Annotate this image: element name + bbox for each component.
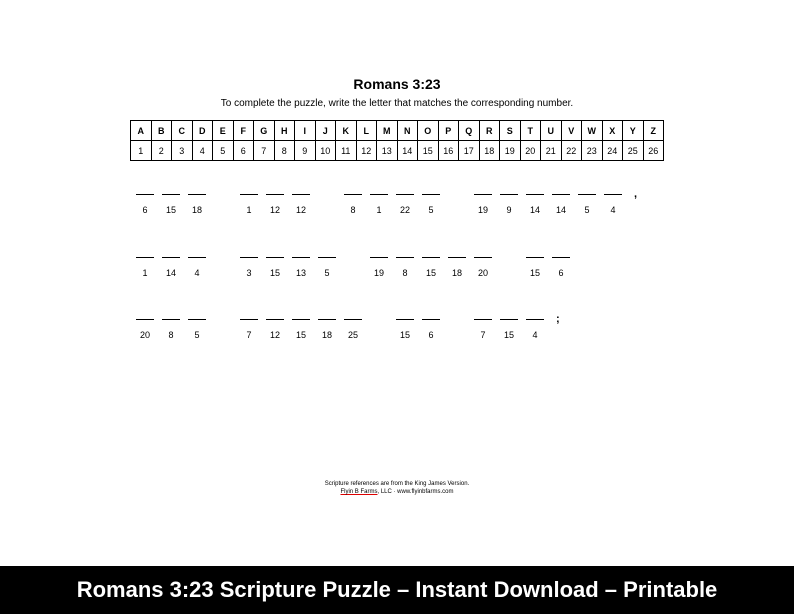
clue-number: 19 [477, 205, 488, 215]
cipher-letter: S [500, 121, 521, 141]
answer-blank[interactable] [292, 257, 310, 258]
clue-number: 4 [610, 205, 616, 215]
cipher-letter: H [274, 121, 295, 141]
clue-number: 3 [246, 268, 252, 278]
answer-blank[interactable] [136, 257, 154, 258]
cipher-number: 14 [397, 141, 418, 161]
cipher-number: 22 [561, 141, 582, 161]
punctuation-mark: , [634, 188, 638, 200]
cipher-letter: O [418, 121, 439, 141]
cipher-letter: G [254, 121, 275, 141]
letter-slot[interactable] [136, 311, 154, 340]
letter-slot[interactable] [396, 311, 414, 340]
letter-slot[interactable] [552, 249, 570, 278]
letter-slot[interactable] [344, 311, 362, 340]
letter-slot[interactable] [500, 186, 518, 215]
letter-slot[interactable] [318, 249, 336, 278]
letter-slot[interactable] [422, 249, 440, 278]
clue-number: 15 [165, 205, 176, 215]
clue-number: 15 [503, 330, 514, 340]
clue-number: 13 [295, 268, 306, 278]
clue-number: 5 [428, 205, 434, 215]
answer-blank[interactable] [526, 194, 544, 195]
clue-number: 18 [191, 205, 202, 215]
footer-credit: Scripture references are from the King James Version. [324, 481, 470, 487]
cipher-number: 11 [336, 141, 357, 161]
letter-slot[interactable] [266, 249, 284, 278]
cipher-number: 3 [172, 141, 193, 161]
cipher-number: 19 [500, 141, 521, 161]
letter-slot[interactable] [474, 311, 492, 340]
clue-number: 19 [373, 268, 384, 278]
cipher-letter: I [295, 121, 316, 141]
cipher-letter: D [192, 121, 213, 141]
cipher-number: 12 [356, 141, 377, 161]
answer-blank[interactable] [318, 257, 336, 258]
clue-number: 22 [399, 205, 410, 215]
answer-blank[interactable] [396, 257, 414, 258]
answer-blank[interactable] [344, 319, 362, 320]
letter-slot[interactable] [370, 249, 388, 278]
letter-slot[interactable] [604, 186, 622, 215]
cipher-letter: L [356, 121, 377, 141]
letter-slot[interactable] [240, 249, 258, 278]
clue-number: 15 [529, 268, 540, 278]
footer-publisher [0, 489, 794, 495]
letter-slot[interactable] [396, 249, 414, 278]
answer-blank[interactable] [370, 257, 388, 258]
clue-number: 14 [555, 205, 566, 215]
answer-blank[interactable] [422, 257, 440, 258]
cipher-letter: A [131, 121, 152, 141]
letter-slot[interactable] [162, 186, 180, 215]
answer-blank[interactable] [240, 319, 258, 320]
letter-slot[interactable] [344, 186, 362, 215]
promo-banner: Romans 3:23 Scripture Puzzle – Instant Download – Printable [0, 566, 794, 614]
clue-number: 4 [532, 330, 538, 340]
answer-blank[interactable] [552, 194, 570, 195]
answer-blank[interactable] [266, 319, 284, 320]
answer-blank[interactable] [422, 194, 440, 195]
cipher-number: 5 [213, 141, 234, 161]
letter-slot[interactable] [526, 186, 544, 215]
answer-blank[interactable] [162, 257, 180, 258]
answer-blank[interactable] [422, 319, 440, 320]
clue-number: 15 [399, 330, 410, 340]
clue-number: 7 [480, 330, 486, 340]
answer-blank[interactable] [370, 194, 388, 195]
letter-slot[interactable] [526, 311, 544, 340]
clue-number: 1 [246, 205, 252, 215]
clue-number: 8 [402, 268, 408, 278]
clue-number: 25 [347, 330, 358, 340]
answer-blank[interactable] [578, 194, 596, 195]
clue-number: 6 [142, 205, 148, 215]
letter-slot[interactable] [292, 311, 310, 340]
clue-number: 14 [165, 268, 176, 278]
answer-blank[interactable] [318, 319, 336, 320]
answer-blank[interactable] [188, 257, 206, 258]
cipher-letter: W [582, 121, 603, 141]
clue-number: 12 [269, 205, 280, 215]
cipher-letter: P [438, 121, 459, 141]
answer-blank[interactable] [292, 194, 310, 195]
answer-blank[interactable] [240, 257, 258, 258]
clue-number: 15 [295, 330, 306, 340]
clue-number: 6 [558, 268, 564, 278]
letter-slot[interactable] [162, 249, 180, 278]
answer-blank[interactable] [266, 257, 284, 258]
letter-slot[interactable] [318, 311, 336, 340]
answer-blank[interactable] [292, 319, 310, 320]
cipher-number: 7 [254, 141, 275, 161]
answer-blank[interactable] [526, 257, 544, 258]
clue-number: 1 [142, 268, 148, 278]
punctuation-mark: ; [556, 313, 560, 325]
cipher-number: 6 [233, 141, 254, 161]
cipher-letter: B [151, 121, 172, 141]
answer-blank[interactable] [396, 319, 414, 320]
cipher-number: 24 [602, 141, 623, 161]
cipher-letters-row [131, 121, 664, 141]
cipher-number: 10 [315, 141, 336, 161]
cipher-letter: N [397, 121, 418, 141]
letter-slot[interactable] [422, 186, 440, 215]
answer-blank[interactable] [266, 194, 284, 195]
cipher-number: 18 [479, 141, 500, 161]
cipher-letter: T [520, 121, 541, 141]
cipher-key-table [130, 120, 664, 161]
cipher-number: 20 [520, 141, 541, 161]
answer-blank[interactable] [344, 194, 362, 195]
cipher-number: 2 [151, 141, 172, 161]
answer-blank[interactable] [188, 194, 206, 195]
cipher-letter: R [479, 121, 500, 141]
answer-blank[interactable] [162, 194, 180, 195]
cipher-letter: C [172, 121, 193, 141]
cipher-letter: J [315, 121, 336, 141]
clue-number: 8 [168, 330, 174, 340]
cipher-number: 8 [274, 141, 295, 161]
letter-slot[interactable] [552, 186, 570, 215]
letter-slot[interactable] [240, 311, 258, 340]
letter-slot[interactable] [188, 249, 206, 278]
answer-blank[interactable] [474, 319, 492, 320]
answer-blank[interactable] [500, 319, 518, 320]
clue-number: 1 [376, 205, 382, 215]
clue-number: 14 [529, 205, 540, 215]
clue-number: 20 [139, 330, 150, 340]
answer-blank[interactable] [162, 319, 180, 320]
clue-number: 8 [350, 205, 356, 215]
cipher-letter: X [602, 121, 623, 141]
cipher-number: 9 [295, 141, 316, 161]
cipher-letter: Q [459, 121, 480, 141]
clue-number: 5 [194, 330, 200, 340]
clue-number: 5 [324, 268, 330, 278]
clue-number: 12 [269, 330, 280, 340]
letter-slot[interactable] [240, 186, 258, 215]
publisher-name: Flyin B Farms [340, 489, 378, 495]
letter-slot[interactable] [188, 311, 206, 340]
letter-slot[interactable] [526, 249, 544, 278]
letter-slot[interactable] [422, 311, 440, 340]
answer-blank[interactable] [500, 194, 518, 195]
clue-number: 9 [506, 205, 512, 215]
cipher-letter: V [561, 121, 582, 141]
answer-blank[interactable] [474, 194, 492, 195]
cipher-number: 13 [377, 141, 398, 161]
letter-slot[interactable] [292, 186, 310, 215]
letter-slot[interactable] [162, 311, 180, 340]
cipher-letter: M [377, 121, 398, 141]
cipher-number: 15 [418, 141, 439, 161]
cipher-letter: Y [623, 121, 644, 141]
clue-number: 5 [584, 205, 590, 215]
clue-number: 4 [194, 268, 200, 278]
clue-number: 15 [269, 268, 280, 278]
answer-blank[interactable] [448, 257, 466, 258]
answer-blank[interactable] [136, 194, 154, 195]
answer-blank[interactable] [188, 319, 206, 320]
cipher-number: 16 [438, 141, 459, 161]
cipher-letter: Z [643, 121, 664, 141]
answer-blank[interactable] [474, 257, 492, 258]
letter-slot[interactable] [266, 311, 284, 340]
letter-slot[interactable] [370, 186, 388, 215]
letter-slot[interactable] [292, 249, 310, 278]
cipher-number: 1 [131, 141, 152, 161]
cipher-number: 17 [459, 141, 480, 161]
cipher-numbers-row [131, 141, 664, 161]
instructions: To complete the puzzle, write the letter that matches the corresponding number. [220, 98, 574, 109]
letter-slot[interactable] [396, 186, 414, 215]
letter-slot[interactable] [136, 186, 154, 215]
clue-number: 18 [451, 268, 462, 278]
publisher-site: , LLC · www.flyinbfarms.com [377, 489, 454, 495]
clue-number: 18 [321, 330, 332, 340]
letter-slot[interactable] [578, 186, 596, 215]
letter-slot[interactable] [474, 186, 492, 215]
letter-slot[interactable] [188, 186, 206, 215]
answer-blank[interactable] [136, 319, 154, 320]
cipher-number: 23 [582, 141, 603, 161]
answer-blank[interactable] [552, 257, 570, 258]
cipher-number: 21 [541, 141, 562, 161]
letter-slot[interactable] [500, 311, 518, 340]
cipher-number: 4 [192, 141, 213, 161]
clue-number: 12 [295, 205, 306, 215]
answer-blank[interactable] [240, 194, 258, 195]
clue-number: 7 [246, 330, 252, 340]
cipher-letter: K [336, 121, 357, 141]
clue-number: 20 [477, 268, 488, 278]
letter-slot[interactable] [266, 186, 284, 215]
cipher-letter: U [541, 121, 562, 141]
clue-number: 15 [425, 268, 436, 278]
clue-number: 6 [428, 330, 434, 340]
answer-blank[interactable] [396, 194, 414, 195]
cipher-letter: F [233, 121, 254, 141]
letter-slot[interactable] [136, 249, 154, 278]
letter-slot[interactable] [474, 249, 492, 278]
cipher-number: 26 [643, 141, 664, 161]
answer-blank[interactable] [526, 319, 544, 320]
cipher-number: 25 [623, 141, 644, 161]
cipher-letter: E [213, 121, 234, 141]
answer-blank[interactable] [604, 194, 622, 195]
page-title: Romans 3:23 [353, 76, 441, 92]
letter-slot[interactable] [448, 249, 466, 278]
